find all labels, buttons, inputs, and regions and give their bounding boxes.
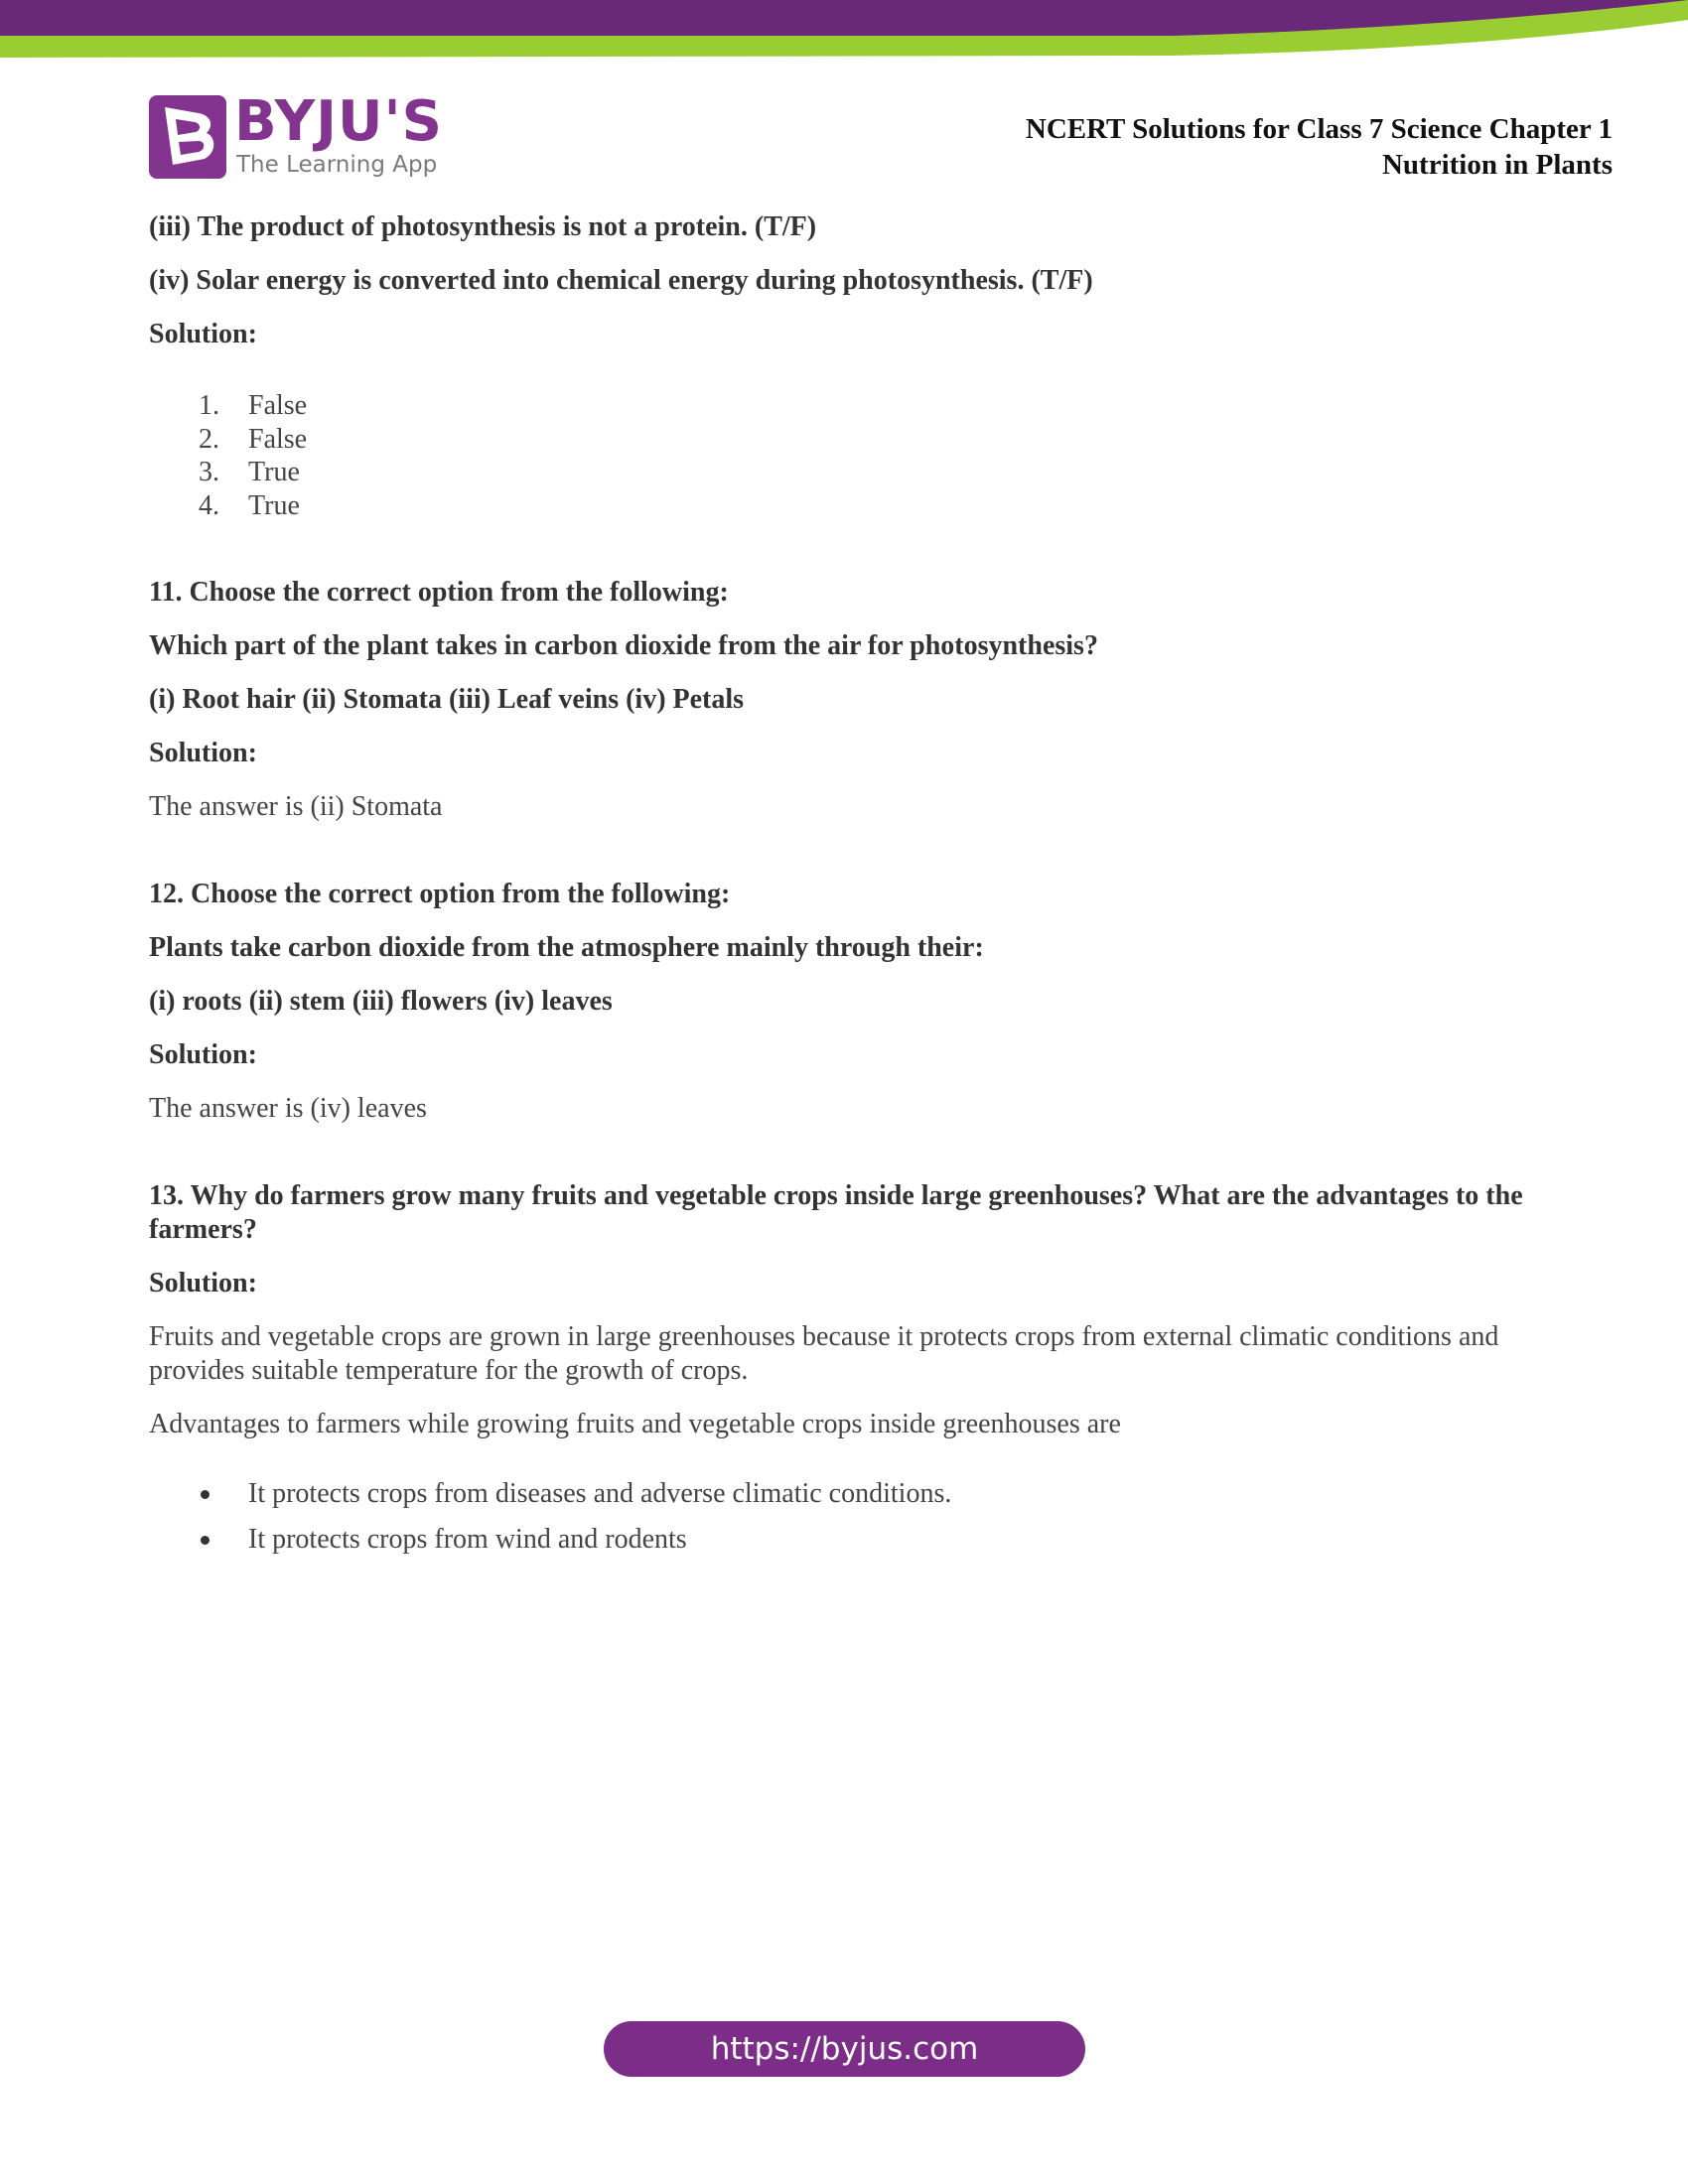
bullet-icon — [201, 1536, 210, 1545]
list-item-text: True — [248, 457, 300, 487]
list-item-text: It protects crops from diseases and adverse climatic conditions. — [248, 1478, 952, 1509]
q12-question: Plants take carbon dioxide from the atmosphere mainly through their: — [149, 932, 984, 963]
bullet-icon — [201, 1490, 210, 1499]
list-item — [149, 1523, 1539, 1557]
list-item — [149, 489, 1539, 523]
logo-tagline: The Learning App — [236, 152, 438, 178]
list-item — [149, 1477, 1539, 1511]
q11-title: 11. Choose the correct option from the following: — [149, 577, 729, 608]
list-item — [149, 423, 1539, 457]
q11-options: (i) Root hair (ii) Stomata (iii) Leaf veins (iv) Petals — [149, 684, 745, 715]
header-color-band — [0, 0, 1688, 69]
q13-solution-label: Solution: — [149, 1268, 257, 1298]
q12-answer: The answer is (iv) leaves — [149, 1093, 427, 1124]
header-line-2: Nutrition in Plants — [1381, 149, 1613, 181]
q13-paragraph-1: Fruits and vegetable crops are grown in large greenhouses because it protects crops from external climatic conditions and provides suitable temperature for the growth of crops. — [149, 1321, 1499, 1386]
list-item — [149, 456, 1539, 489]
q10-statement-iv: (iv) Solar energy is converted into chemical energy during photosynthesis. (T/F) — [149, 265, 1093, 296]
q11-question: Which part of the plant takes in carbon dioxide from the air for photosynthesis? — [149, 630, 1098, 661]
byjus-logo — [149, 89, 447, 181]
q10-solution-label: Solution: — [149, 319, 257, 349]
q11-solution-label: Solution: — [149, 738, 257, 768]
list-item-text: It protects crops from wind and rodents — [248, 1524, 687, 1555]
footer-url-text[interactable]: https://byjus.com — [710, 2031, 979, 2067]
q13-title: 13. Why do farmers grow many fruits and vegetable crops inside large greenhouses? What are the advantages to the farmers? — [149, 1180, 1523, 1245]
q12-options: (i) roots (ii) stem (iii) flowers (iv) leaves — [149, 986, 613, 1017]
q13-advantages-list — [149, 1477, 1539, 1557]
document-body — [149, 210, 1539, 1569]
header-line-1: NCERT Solutions for Class 7 Science Chapter 1 — [1025, 113, 1613, 145]
list-item-text: False — [248, 390, 308, 421]
list-number: 3. — [199, 457, 219, 487]
byjus-logo-mark-icon — [149, 95, 226, 179]
list-number: 4. — [199, 489, 219, 521]
q11-answer: The answer is (ii) Stomata — [149, 791, 443, 822]
q12-title: 12. Choose the correct option from the following: — [149, 879, 731, 909]
page-header-title — [1026, 111, 1613, 183]
list-item-text: True — [248, 489, 300, 521]
footer-url-link[interactable] — [604, 2021, 1085, 2077]
logo-name: BYJU'S — [234, 89, 443, 154]
q13-paragraph-2: Advantages to farmers while growing fruits and vegetable crops inside greenhouses are — [149, 1409, 1121, 1439]
list-number: 1. — [199, 390, 219, 421]
list-item-text: False — [248, 423, 308, 455]
q12-solution-label: Solution: — [149, 1039, 257, 1070]
list-number: 2. — [199, 423, 219, 455]
list-item — [149, 389, 1539, 423]
q10-statement-iii: (iii) The product of photosynthesis is not a protein. (T/F) — [149, 211, 817, 242]
q10-answer-list — [149, 389, 1539, 522]
